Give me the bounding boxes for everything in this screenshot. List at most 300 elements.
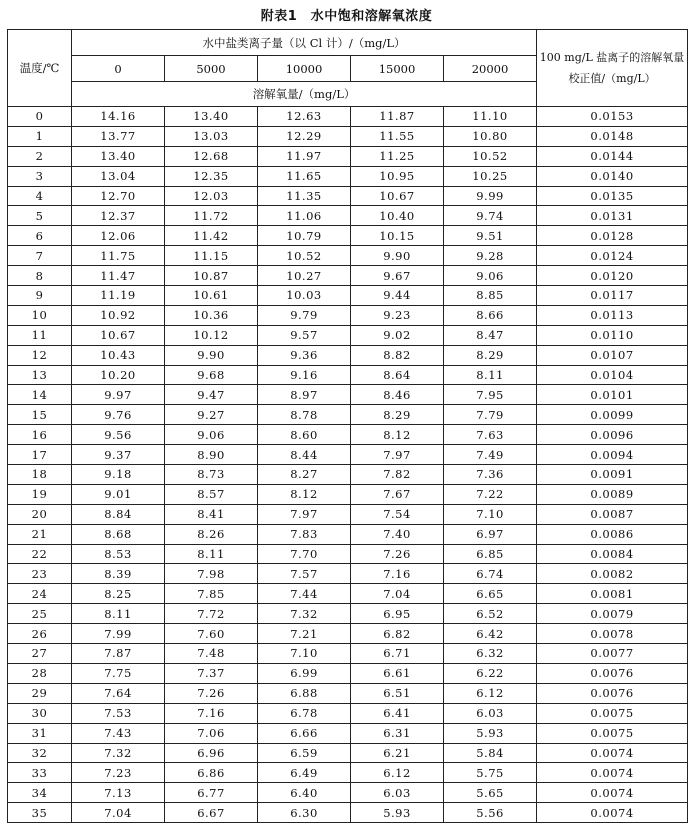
table-row [8, 783, 688, 803]
oxygen-value-cell: 11.55 [351, 126, 444, 146]
correction-cell: 0.0144 [537, 146, 688, 166]
temperature-cell: 12 [8, 345, 72, 365]
oxygen-value-cell: 7.63 [444, 425, 537, 445]
table-body [8, 107, 688, 823]
oxygen-value-cell: 10.12 [165, 325, 258, 345]
correction-cell: 0.0074 [537, 743, 688, 763]
oxygen-value-cell: 7.16 [351, 564, 444, 584]
table-row [8, 305, 688, 325]
oxygen-value-cell: 6.74 [444, 564, 537, 584]
correction-cell: 0.0082 [537, 564, 688, 584]
temperature-cell: 30 [8, 703, 72, 723]
salinity-level-header: 20000 [444, 56, 537, 82]
oxygen-value-cell: 11.87 [351, 107, 444, 127]
oxygen-value-cell: 6.22 [444, 663, 537, 683]
oxygen-value-cell: 11.35 [258, 186, 351, 206]
oxygen-value-cell: 6.95 [351, 604, 444, 624]
table-row [8, 206, 688, 226]
oxygen-value-cell: 9.27 [165, 405, 258, 425]
correction-cell: 0.0110 [537, 325, 688, 345]
temperature-header: 温度/℃ [8, 30, 72, 107]
oxygen-value-cell: 7.54 [351, 504, 444, 524]
oxygen-value-cell: 9.23 [351, 305, 444, 325]
oxygen-value-cell: 5.56 [444, 803, 537, 823]
temperature-cell: 6 [8, 226, 72, 246]
oxygen-value-cell: 10.95 [351, 166, 444, 186]
correction-cell: 0.0079 [537, 604, 688, 624]
oxygen-value-cell: 11.10 [444, 107, 537, 127]
table-row [8, 445, 688, 465]
correction-cell: 0.0076 [537, 683, 688, 703]
oxygen-value-cell: 7.87 [72, 644, 165, 664]
oxygen-value-cell: 10.52 [258, 246, 351, 266]
oxygen-value-cell: 10.79 [258, 226, 351, 246]
temperature-cell: 20 [8, 504, 72, 524]
oxygen-value-cell: 7.83 [258, 524, 351, 544]
oxygen-value-cell: 7.37 [165, 663, 258, 683]
oxygen-value-cell: 7.04 [351, 584, 444, 604]
correction-cell: 0.0124 [537, 246, 688, 266]
temperature-cell: 11 [8, 325, 72, 345]
correction-cell: 0.0076 [537, 663, 688, 683]
temperature-cell: 23 [8, 564, 72, 584]
oxygen-value-cell: 5.93 [351, 803, 444, 823]
temperature-cell: 14 [8, 385, 72, 405]
correction-cell: 0.0091 [537, 465, 688, 485]
oxygen-value-cell: 7.21 [258, 624, 351, 644]
salinity-level-header: 10000 [258, 56, 351, 82]
table-row [8, 107, 688, 127]
oxygen-value-cell: 9.36 [258, 345, 351, 365]
oxygen-value-cell: 7.82 [351, 465, 444, 485]
oxygen-value-cell: 9.01 [72, 484, 165, 504]
oxygen-value-cell: 6.61 [351, 663, 444, 683]
oxygen-value-cell: 11.65 [258, 166, 351, 186]
oxygen-value-cell: 7.32 [258, 604, 351, 624]
oxygen-value-cell: 8.29 [444, 345, 537, 365]
temperature-cell: 5 [8, 206, 72, 226]
oxygen-value-cell: 10.61 [165, 286, 258, 306]
oxygen-value-cell: 10.40 [351, 206, 444, 226]
oxygen-value-cell: 8.90 [165, 445, 258, 465]
oxygen-value-cell: 8.11 [444, 365, 537, 385]
oxygen-value-cell: 7.16 [165, 703, 258, 723]
correction-cell: 0.0087 [537, 504, 688, 524]
oxygen-value-cell: 7.49 [444, 445, 537, 465]
temperature-cell: 13 [8, 365, 72, 385]
oxygen-value-cell: 7.53 [72, 703, 165, 723]
oxygen-value-cell: 8.97 [258, 385, 351, 405]
temperature-cell: 7 [8, 246, 72, 266]
oxygen-value-cell: 9.99 [444, 186, 537, 206]
oxygen-value-cell: 6.66 [258, 723, 351, 743]
correction-cell: 0.0117 [537, 286, 688, 306]
oxygen-value-cell: 9.37 [72, 445, 165, 465]
table-row [8, 246, 688, 266]
oxygen-value-cell: 6.65 [444, 584, 537, 604]
correction-cell: 0.0104 [537, 365, 688, 385]
temperature-cell: 9 [8, 286, 72, 306]
oxygen-value-cell: 9.47 [165, 385, 258, 405]
salinity-header: 水中盐类离子量（以 Cl 计）/（mg/L） [72, 30, 537, 56]
oxygen-value-cell: 12.68 [165, 146, 258, 166]
table-row [8, 484, 688, 504]
oxygen-value-cell: 7.32 [72, 743, 165, 763]
oxygen-value-cell: 9.06 [444, 266, 537, 286]
oxygen-value-cell: 12.37 [72, 206, 165, 226]
oxygen-value-cell: 10.67 [72, 325, 165, 345]
correction-cell: 0.0075 [537, 703, 688, 723]
oxygen-value-cell: 10.43 [72, 345, 165, 365]
oxygen-value-cell: 11.42 [165, 226, 258, 246]
oxygen-value-cell: 6.03 [444, 703, 537, 723]
oxygen-value-cell: 7.75 [72, 663, 165, 683]
oxygen-value-cell: 6.12 [351, 763, 444, 783]
oxygen-value-cell: 6.31 [351, 723, 444, 743]
oxygen-value-cell: 8.44 [258, 445, 351, 465]
oxygen-value-cell: 7.22 [444, 484, 537, 504]
oxygen-value-cell: 12.29 [258, 126, 351, 146]
correction-cell: 0.0074 [537, 803, 688, 823]
correction-cell: 0.0131 [537, 206, 688, 226]
oxygen-value-cell: 8.73 [165, 465, 258, 485]
oxygen-value-cell: 12.03 [165, 186, 258, 206]
oxygen-value-cell: 5.75 [444, 763, 537, 783]
temperature-cell: 34 [8, 783, 72, 803]
oxygen-value-cell: 9.56 [72, 425, 165, 445]
oxygen-value-cell: 14.16 [72, 107, 165, 127]
temperature-cell: 1 [8, 126, 72, 146]
table-row [8, 544, 688, 564]
oxygen-value-cell: 10.03 [258, 286, 351, 306]
correction-cell: 0.0101 [537, 385, 688, 405]
oxygen-value-cell: 9.44 [351, 286, 444, 306]
table-row [8, 624, 688, 644]
oxygen-value-cell: 6.96 [165, 743, 258, 763]
oxygen-value-cell: 7.40 [351, 524, 444, 544]
oxygen-value-cell: 6.59 [258, 743, 351, 763]
oxygen-value-cell: 7.10 [444, 504, 537, 524]
correction-cell: 0.0128 [537, 226, 688, 246]
temperature-cell: 2 [8, 146, 72, 166]
table-row [8, 345, 688, 365]
table-row [8, 604, 688, 624]
temperature-cell: 17 [8, 445, 72, 465]
temperature-cell: 19 [8, 484, 72, 504]
oxygen-value-cell: 8.29 [351, 405, 444, 425]
temperature-cell: 15 [8, 405, 72, 425]
salinity-level-header: 15000 [351, 56, 444, 82]
oxygen-value-cell: 9.76 [72, 405, 165, 425]
oxygen-value-cell: 10.80 [444, 126, 537, 146]
table-row [8, 266, 688, 286]
correction-cell: 0.0140 [537, 166, 688, 186]
correction-cell: 0.0081 [537, 584, 688, 604]
oxygen-value-cell: 7.13 [72, 783, 165, 803]
oxygen-value-cell: 6.51 [351, 683, 444, 703]
oxygen-value-cell: 7.97 [258, 504, 351, 524]
temperature-cell: 28 [8, 663, 72, 683]
table-row [8, 405, 688, 425]
oxygen-value-cell: 7.98 [165, 564, 258, 584]
oxygen-value-cell: 7.72 [165, 604, 258, 624]
table-row [8, 703, 688, 723]
oxygen-value-cell: 12.35 [165, 166, 258, 186]
temperature-cell: 25 [8, 604, 72, 624]
correction-cell: 0.0074 [537, 763, 688, 783]
oxygen-value-cell: 9.90 [165, 345, 258, 365]
oxygen-value-cell: 9.67 [351, 266, 444, 286]
table-row [8, 286, 688, 306]
oxygen-value-cell: 7.26 [351, 544, 444, 564]
table-row [8, 524, 688, 544]
oxygen-value-cell: 8.25 [72, 584, 165, 604]
oxygen-value-cell: 10.87 [165, 266, 258, 286]
correction-cell: 0.0135 [537, 186, 688, 206]
table-row [8, 564, 688, 584]
table-row [8, 683, 688, 703]
oxygen-value-cell: 7.64 [72, 683, 165, 703]
oxygen-value-cell: 6.77 [165, 783, 258, 803]
oxygen-value-cell: 9.06 [165, 425, 258, 445]
oxygen-value-cell: 7.10 [258, 644, 351, 664]
oxygen-value-cell: 13.77 [72, 126, 165, 146]
oxygen-value-cell: 6.97 [444, 524, 537, 544]
temperature-cell: 32 [8, 743, 72, 763]
oxygen-value-cell: 7.23 [72, 763, 165, 783]
oxygen-value-cell: 7.67 [351, 484, 444, 504]
oxygen-value-cell: 8.85 [444, 286, 537, 306]
table-row [8, 385, 688, 405]
dissolved-oxygen-table [7, 29, 688, 823]
oxygen-value-cell: 8.47 [444, 325, 537, 345]
table-row [8, 663, 688, 683]
temperature-cell: 22 [8, 544, 72, 564]
oxygen-value-cell: 8.39 [72, 564, 165, 584]
oxygen-value-cell: 13.04 [72, 166, 165, 186]
oxygen-value-cell: 8.57 [165, 484, 258, 504]
oxygen-value-cell: 6.99 [258, 663, 351, 683]
correction-cell: 0.0074 [537, 783, 688, 803]
oxygen-value-cell: 7.79 [444, 405, 537, 425]
temperature-cell: 0 [8, 107, 72, 127]
correction-cell: 0.0077 [537, 644, 688, 664]
oxygen-value-cell: 9.90 [351, 246, 444, 266]
oxygen-value-cell: 6.40 [258, 783, 351, 803]
oxygen-value-cell: 7.06 [165, 723, 258, 743]
oxygen-value-cell: 11.15 [165, 246, 258, 266]
temperature-cell: 29 [8, 683, 72, 703]
temperature-cell: 10 [8, 305, 72, 325]
table-row [8, 425, 688, 445]
table-row [8, 465, 688, 485]
correction-cell: 0.0075 [537, 723, 688, 743]
temperature-cell: 4 [8, 186, 72, 206]
table-row [8, 743, 688, 763]
oxygen-value-cell: 7.95 [444, 385, 537, 405]
table-row [8, 126, 688, 146]
oxygen-value-cell: 6.78 [258, 703, 351, 723]
oxygen-value-cell: 10.36 [165, 305, 258, 325]
oxygen-value-cell: 10.52 [444, 146, 537, 166]
oxygen-value-cell: 8.11 [72, 604, 165, 624]
oxygen-value-cell: 8.84 [72, 504, 165, 524]
table-row [8, 186, 688, 206]
temperature-cell: 26 [8, 624, 72, 644]
oxygen-value-cell: 13.03 [165, 126, 258, 146]
oxygen-value-cell: 9.74 [444, 206, 537, 226]
oxygen-value-cell: 6.82 [351, 624, 444, 644]
oxygen-value-cell: 8.60 [258, 425, 351, 445]
oxygen-value-cell: 8.53 [72, 544, 165, 564]
oxygen-value-cell: 7.26 [165, 683, 258, 703]
oxygen-value-cell: 8.66 [444, 305, 537, 325]
oxygen-value-cell: 6.49 [258, 763, 351, 783]
table-row [8, 584, 688, 604]
correction-cell: 0.0153 [537, 107, 688, 127]
oxygen-value-cell: 12.70 [72, 186, 165, 206]
temperature-cell: 3 [8, 166, 72, 186]
oxygen-value-cell: 11.72 [165, 206, 258, 226]
oxygen-value-cell: 9.02 [351, 325, 444, 345]
correction-cell: 0.0113 [537, 305, 688, 325]
oxygen-value-cell: 6.86 [165, 763, 258, 783]
oxygen-value-cell: 13.40 [72, 146, 165, 166]
oxygen-value-cell: 6.88 [258, 683, 351, 703]
oxygen-value-cell: 6.67 [165, 803, 258, 823]
oxygen-value-cell: 8.26 [165, 524, 258, 544]
table-row [8, 763, 688, 783]
temperature-cell: 21 [8, 524, 72, 544]
oxygen-value-cell: 6.41 [351, 703, 444, 723]
correction-cell: 0.0107 [537, 345, 688, 365]
oxygen-value-cell: 9.28 [444, 246, 537, 266]
temperature-cell: 8 [8, 266, 72, 286]
oxygen-value-cell: 8.41 [165, 504, 258, 524]
oxygen-value-cell: 9.68 [165, 365, 258, 385]
correction-cell: 0.0078 [537, 624, 688, 644]
oxygen-value-cell: 8.46 [351, 385, 444, 405]
table-title: 附表1 水中饱和溶解氧浓度 [260, 9, 433, 24]
temperature-cell: 24 [8, 584, 72, 604]
oxygen-value-cell: 5.93 [444, 723, 537, 743]
oxygen-value-cell: 7.60 [165, 624, 258, 644]
correction-cell: 0.0094 [537, 445, 688, 465]
oxygen-value-cell: 8.68 [72, 524, 165, 544]
oxygen-value-cell: 6.52 [444, 604, 537, 624]
oxygen-value-cell: 11.25 [351, 146, 444, 166]
correction-cell: 0.0086 [537, 524, 688, 544]
correction-cell: 0.0148 [537, 126, 688, 146]
oxygen-value-cell: 9.79 [258, 305, 351, 325]
oxygen-value-cell: 8.64 [351, 365, 444, 385]
oxygen-value-cell: 6.21 [351, 743, 444, 763]
oxygen-value-cell: 9.18 [72, 465, 165, 485]
oxygen-value-cell: 7.97 [351, 445, 444, 465]
oxygen-value-cell: 12.63 [258, 107, 351, 127]
oxygen-value-cell: 6.30 [258, 803, 351, 823]
oxygen-value-cell: 6.12 [444, 683, 537, 703]
table-row [8, 504, 688, 524]
oxygen-value-cell: 11.75 [72, 246, 165, 266]
oxygen-value-cell: 7.44 [258, 584, 351, 604]
oxygen-value-cell: 10.15 [351, 226, 444, 246]
salinity-level-header: 5000 [165, 56, 258, 82]
salinity-level-header: 0 [72, 56, 165, 82]
temperature-cell: 16 [8, 425, 72, 445]
correction-cell: 0.0096 [537, 425, 688, 445]
table-row [8, 146, 688, 166]
oxygen-value-cell: 9.16 [258, 365, 351, 385]
temperature-cell: 27 [8, 644, 72, 664]
oxygen-value-cell: 10.92 [72, 305, 165, 325]
oxygen-value-cell: 6.03 [351, 783, 444, 803]
temperature-cell: 31 [8, 723, 72, 743]
temperature-cell: 35 [8, 803, 72, 823]
oxygen-value-cell: 8.78 [258, 405, 351, 425]
temperature-cell: 18 [8, 465, 72, 485]
oxygen-value-cell: 8.11 [165, 544, 258, 564]
oxygen-value-cell: 12.06 [72, 226, 165, 246]
oxygen-value-cell: 5.84 [444, 743, 537, 763]
oxygen-value-cell: 5.65 [444, 783, 537, 803]
table-row [8, 166, 688, 186]
oxygen-value-cell: 7.57 [258, 564, 351, 584]
oxygen-value-cell: 7.36 [444, 465, 537, 485]
correction-cell: 0.0089 [537, 484, 688, 504]
correction-cell: 0.0120 [537, 266, 688, 286]
table-row [8, 365, 688, 385]
oxygen-value-cell: 8.82 [351, 345, 444, 365]
oxygen-value-cell: 6.71 [351, 644, 444, 664]
table-row [8, 325, 688, 345]
table-row [8, 803, 688, 823]
correction-cell: 0.0084 [537, 544, 688, 564]
oxygen-value-cell: 7.48 [165, 644, 258, 664]
oxygen-value-cell: 7.99 [72, 624, 165, 644]
oxygen-value-cell: 9.97 [72, 385, 165, 405]
correction-cell: 0.0099 [537, 405, 688, 425]
temperature-cell: 33 [8, 763, 72, 783]
oxygen-value-cell: 11.19 [72, 286, 165, 306]
oxygen-value-cell: 9.57 [258, 325, 351, 345]
oxygen-value-cell: 6.42 [444, 624, 537, 644]
oxygen-value-cell: 8.27 [258, 465, 351, 485]
oxygen-value-cell: 7.85 [165, 584, 258, 604]
oxygen-value-cell: 10.27 [258, 266, 351, 286]
oxygen-value-cell: 6.32 [444, 644, 537, 664]
oxygen-value-cell: 13.40 [165, 107, 258, 127]
oxygen-value-cell: 8.12 [258, 484, 351, 504]
oxygen-value-cell: 6.85 [444, 544, 537, 564]
oxygen-value-cell: 9.51 [444, 226, 537, 246]
oxygen-value-cell: 10.25 [444, 166, 537, 186]
oxygen-value-cell: 7.43 [72, 723, 165, 743]
oxygen-value-cell: 8.12 [351, 425, 444, 445]
table-row [8, 226, 688, 246]
oxygen-value-cell: 7.70 [258, 544, 351, 564]
table-row [8, 644, 688, 664]
oxygen-value-cell: 11.47 [72, 266, 165, 286]
oxygen-value-cell: 11.97 [258, 146, 351, 166]
oxygen-value-cell: 10.67 [351, 186, 444, 206]
oxygen-value-cell: 7.04 [72, 803, 165, 823]
dissolved-oxygen-header: 溶解氧量/（mg/L） [72, 82, 537, 107]
table-row [8, 723, 688, 743]
oxygen-value-cell: 11.06 [258, 206, 351, 226]
oxygen-value-cell: 10.20 [72, 365, 165, 385]
correction-header: 100 mg/L 盐离子的溶解氧量校正值/（mg/L） [537, 30, 688, 107]
